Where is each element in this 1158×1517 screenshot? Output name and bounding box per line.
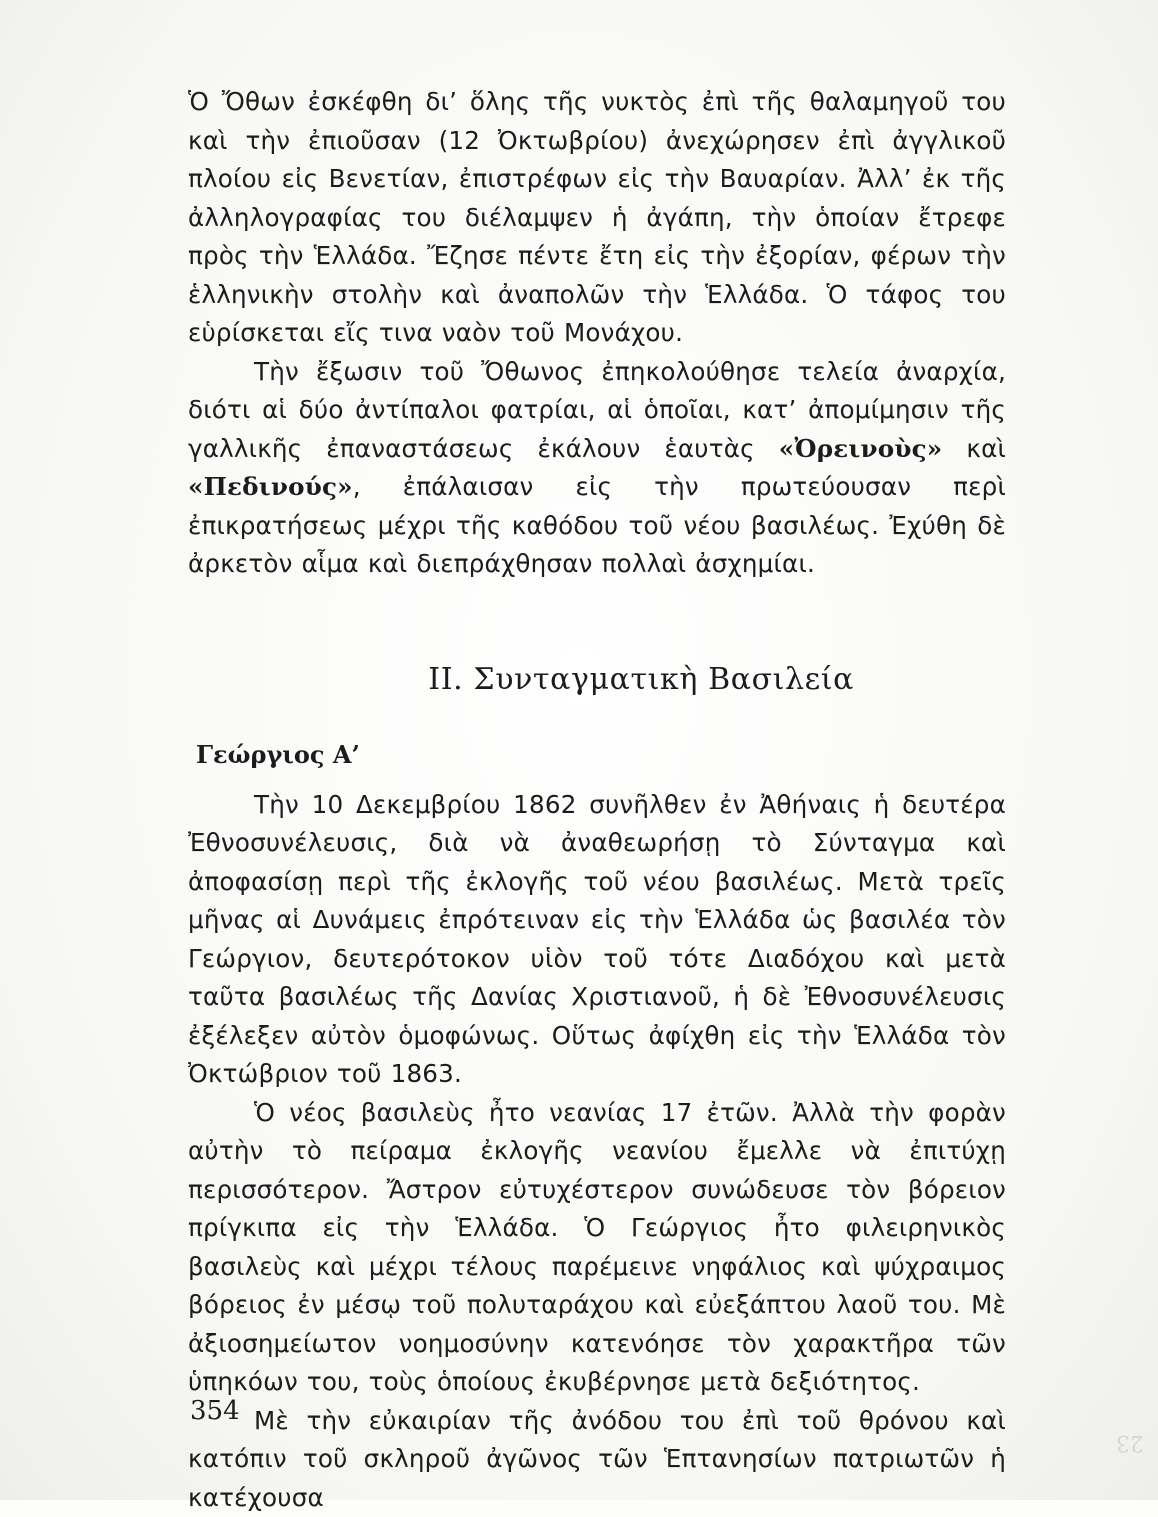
paragraph-accession: Μὲ τὴν εὐκαιρίαν τῆς ἀνόδου του ἐπὶ τοῦ θρόνου καὶ κατόπιν τοῦ σκληροῦ ἀγῶνος τῶν Ἑπτανησίων πατριωτῶν ἡ κατέχουσα [188, 1402, 1006, 1517]
page-number: 354 [190, 1393, 240, 1429]
paragraph-anarchy-text-middle: καὶ [942, 434, 1006, 463]
bleed-through-page-number: 23 [1116, 1430, 1144, 1455]
faction-oreinoi: «Ὀρεινοὺς» [779, 434, 943, 463]
faction-pedinoi: «Πεδινούς» [188, 472, 353, 501]
paragraph-anarchy [188, 353, 1006, 584]
paragraph-otto-exile: Ὁ Ὄθων ἐσκέφθη δι’ ὅλης τῆς νυκτὸς ἐπὶ τῆς θαλαμηγοῦ του καὶ τὴν ἐπιοῦσαν (12 Ὀκτωβρίου) ἀνεχώρησεν ἐπὶ ἀγγλικοῦ πλοίου εἰς Βενετίαν, ἐπιστρέφων εἰς τὴν Βαυαρίαν. Ἀλλ’ ἐκ τῆς ἀλληλογραφίας του διέλαμψεν ἡ ἀγάπη, τὴν ὁποίαν ἔτρεφε πρὸς τὴν Ἑλλάδα. Ἔζησε πέντε ἔτη εἰς τὴν ἐξορίαν, φέρων τὴν ἑλληνικὴν στολὴν καὶ ἀναπολῶν τὴν Ἑλλάδα. Ὁ τάφος του εὑρίσκεται εἴς τινα ναὸν τοῦ Μονάχου. [188, 83, 1006, 353]
section-heading: II. Συνταγματικὴ Βασιλεία [188, 660, 1006, 700]
text-column [188, 83, 1006, 1517]
paragraph-national-assembly: Τὴν 10 Δεκεμβρίου 1862 συνῆλθεν ἐν Ἀθήναις ἡ δευτέρα Ἐθνοσυνέλευσις, διὰ νὰ ἀναθεωρήσῃ τὸ Σύνταγμα καὶ ἀποφασίσῃ περὶ τῆς ἐκλογῆς τοῦ νέου βασιλέως. Μετὰ τρεῖς μῆνας αἱ Δυνάμεις ἐπρότειναν εἰς τὴν Ἑλλάδα ὡς βασιλέα τὸν Γεώργιον, δευτερότοκον υἱὸν τοῦ τότε Διαδόχου καὶ μετὰ ταῦτα βασιλέως τῆς Δανίας Χριστιανοῦ, ἡ δὲ Ἐθνοσυνέλευσις ἐξέλεξεν αὐτὸν ὁμοφώνως. Οὕτως ἀφίχθη εἰς τὴν Ἑλλάδα τὸν Ὀκτώβριον τοῦ 1863. [188, 786, 1006, 1094]
paragraph-anarchy-text-start: Τὴν ἔξωσιν τοῦ Ὄθωνος ἐπηκολούθησε τελεία ἀναρχία, διότι αἱ δύο ἀντίπαλοι φατρίαι, αἱ ὁποῖαι, κατ’ ἀπομίμησιν τῆς γαλλικῆς ἐπαναστάσεως ἐκάλουν ἑαυτὰς [188, 357, 1006, 463]
subsection-heading: Γεώργιος Α’ [196, 738, 1006, 772]
paragraph-young-king: Ὁ νέος βασιλεὺς ἦτο νεανίας 17 ἐτῶν. Ἀλλὰ τὴν φορὰν αὐτὴν τὸ πείραμα ἐκλογῆς νεανίου ἔμελλε νὰ ἐπιτύχῃ περισσότερον. Ἄστρον εὐτυχέστερον συνώδευσε τὸν βόρειον πρίγκιπα εἰς τὴν Ἑλλάδα. Ὁ Γεώργιος ἦτο φιλειρηνικὸς βασιλεὺς καὶ μέχρι τέλους παρέμεινε νηφάλιος καὶ ψύχραιμος βόρειος ἐν μέσῳ τοῦ πολυταράχου καὶ εὐεξάπτου λαοῦ του. Μὲ ἀξιοσημείωτον νοημοσύνην κατενόησε τὸν χαρακτῆρα τῶν ὑπηκόων του, τοὺς ὁποίους ἐκυβέρνησε μετὰ δεξιότητος. [188, 1094, 1006, 1402]
paragraph-anarchy-text-end: , ἐπάλαισαν εἰς τὴν πρωτεύουσαν περὶ ἐπικρατήσεως μέχρι τῆς καθόδου τοῦ νέου βασιλέως. Ἐχύθη δὲ ἀρκετὸν αἷμα καὶ διεπράχθησαν πολλαὶ ἀσχημίαι. [188, 472, 1006, 578]
